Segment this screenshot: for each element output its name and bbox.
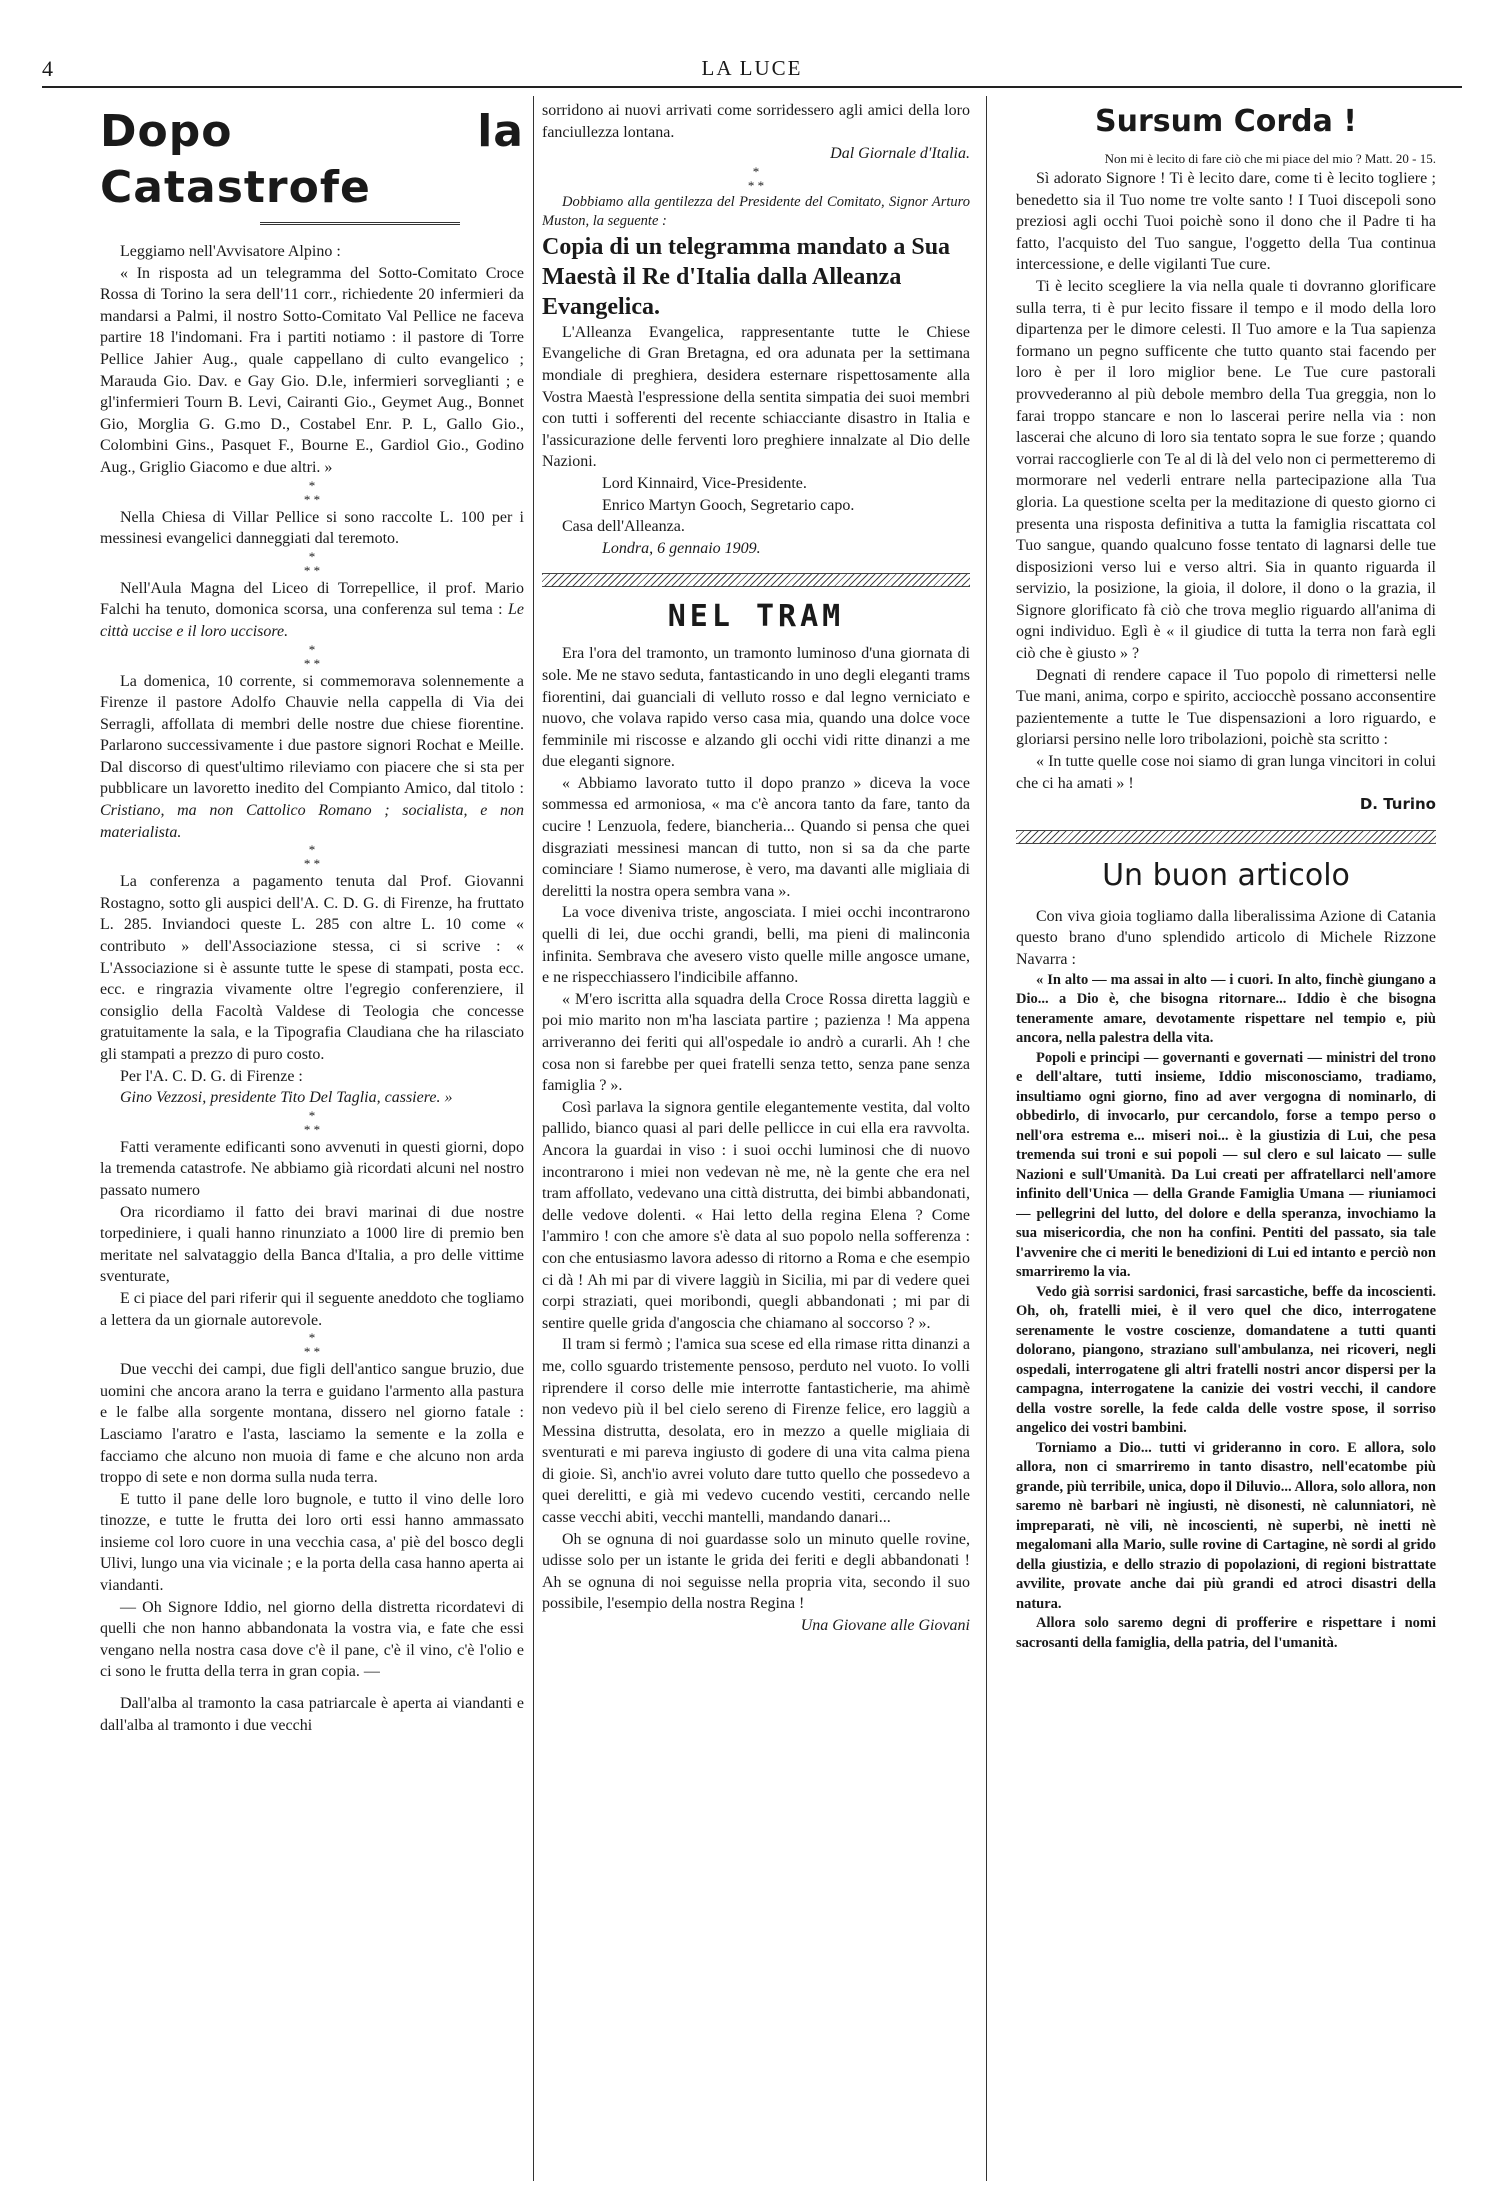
article-title: NEL TRAM	[667, 599, 845, 635]
paragraph	[100, 671, 524, 844]
paragraph: L'Alleanza Evangelica, rappresentante tutte le Chiese Evangeliche di Gran Bretagna, ed ora adunata per la settimana mondiale di preghiera, desidera esternare rispettosamente alla Vostra Maestà l'espressione della sentita simpatia dei suoi membri con tutti i sofferenti del recente schiacciante disastro in Italia e l'assicurazione delle ferventi loro preghiere innalzate al Dio delle Nazioni.	[542, 323, 970, 471]
section-separator: * * *	[303, 842, 321, 872]
date-line: Londra, 6 gennaio 1909.	[602, 539, 761, 557]
paragraph: Leggiamo nell'Avvisatore Alpino :	[120, 243, 341, 260]
paragraph: Dall'alba al tramonto la casa patriarcale è aperta ai viandanti e dall'alba al tramonto i due vecchi	[100, 1695, 524, 1734]
column-divider	[533, 96, 534, 2181]
paragraph: « In tutte quelle cose noi siamo di gran lunga vincitori in colui che ci ha amati » !	[1016, 753, 1436, 792]
paragraph: Fatti veramente edificanti sono avvenuti in questi giorni, dopo la tremenda catastrofe. Ne abbiamo già ricordati alcuni nel nostro passato numero	[100, 1138, 524, 1199]
column-right	[1016, 100, 1436, 2175]
paragraph: E ci piace del pari riferir qui il seguente aneddoto che togliamo a lettera da un giornale autorevole.	[100, 1289, 524, 1329]
paragraph: Così parlava la signora gentile elegantemente vestita, dal volto pallido, bianco quasi al pari delle pellicce in cui ella era ravvolta. Ancora la guardai in viso : i suoi occhi luminosi che di nuovo incontrarono i miei non vedevan nè me, nè la gente che era nel tram affollato, vedevano una città distrutta, dei bimbi abbandonati, delle vedove dolenti. « Hai letto della regina Elena ? Come l'ammiro ! con che amore s'è data al suo popolo nella sofferenza : con che entusiasmo lavora adesso di ritorno a Roma e che esempio ci dà ! Ah mi par di vivere laggiù in Sicilia, mi par di vedere quei corpi straziati, quei moribondi, quegli abbandonati ; mi par di sentire quelle grida d'angoscia che chiamano al soccorso ? ».	[542, 1098, 970, 1332]
page-header	[42, 50, 1462, 88]
paragraph: « Abbiamo lavorato tutto il dopo pranzo » diceva la voce sommessa ed armoniosa, « ma c'è ancora tanto da fare, tanto da cucire ! Lenzuola, federe, biancheria... Quando si pensa che quei disgraziati messinesi mancan di tutto, non si sa da che parte cominciare ! Siamo numerose, è vero, ma davanti alle migliaia di derelitti la nostra opera sembra vana ».	[542, 774, 970, 900]
paragraph	[100, 578, 524, 643]
paragraph: Vedo già sorrisi sardonici, frasi sarcastiche, beffe da incoscienti. Oh, oh, fratelli miei, è il vero quel che dico, interrogatene serenamente le vostre coscienze, domandatene a tutti quanti dolorano, piangono, straziano sull'ambulanza, nei ricoveri, negli ospedali, interrogatene gli altri fratelli nostri ancor dispersi per la campagna, interrogatene la canizie dei vostri vecchi, il candore della vostre sorelle, la fede calda delle vostre spose, il sorriso angelico dei vostri bambini.	[1016, 1283, 1436, 1437]
column-middle	[542, 100, 970, 2175]
signature: Enrico Martyn Gooch, Segretario capo.	[602, 496, 855, 514]
telegram-title: Copia di un telegramma mandato a Sua Maestà il Re d'Italia dalla Alleanza Evangelica.	[542, 233, 951, 320]
section-separator: * * *	[303, 1330, 321, 1360]
paragraph: Ora ricordiamo il fatto dei bravi marinai di due nostre torpediniere, i quali hanno rinunziato a 1000 lire di premio ben meritate nel salvataggio della Banca d'Italia, a pro delle vittime sventurate,	[100, 1203, 524, 1286]
source-credit: Dal Giornale d'Italia.	[830, 145, 970, 163]
paragraph: Era l'ora del tramonto, un tramonto luminoso d'una giornata di sole. Me ne stavo seduta, fantasticando in uno degli eleganti trams fiorentini, dai guanciali di velluto rosso e dal legno verniciato e nuovo, che volava rapido verso casa mia, quando una dolce voce femminile mi riscosse e alzando gli occhi vidi ritte dinanzi a me due eleganti signore.	[542, 645, 970, 771]
article-title: Un buon articolo	[1102, 857, 1350, 893]
column-left	[100, 100, 524, 2175]
paragraph: — Oh Signore Iddio, nel giorno della distretta ricordatevi di quelli che non hanno abbandonata la vostra via, e fate che essi vengano nella nostra casa dove c'è il pane, c'è il vino, c'è l'olio e ci sono le frutta della terra in gran copia. —	[100, 1598, 524, 1681]
paragraph: Due vecchi dei campi, due figli dell'antico sangue bruzio, due uomini che ancora arano la terra e guidano l'armento alla pastura e le falbe alla sorgente montana, dissero nel giorno fatale : Lasciamo l'aratro e l'asta, lasciamo la semente e la zolla e facciamo che alcuno non muoia di fame e che alcuno non arda troppo di sete e non dorma sulla nuda terra.	[100, 1361, 524, 1487]
column-divider	[986, 96, 987, 2181]
paragraph: Popoli e principi — governanti e governati — ministri del trono e dell'altare, tutti insieme, Iddio misconosciamo, tradiamo, insultiamo ogni giorno, fino ad aver vergogna di nominarlo, di obbedirlo, di invocarlo, pur cercandolo, forse a tempo perso o nell'ora estrema e... miseri noi... è la giustizia di Lui, che pesa tremenda sui troni e sui popoli — sul clero e sul laicato — sulle Nazioni e sull'Umanità. Da Lui creati per affratellarci nell'amore infinito dell'Unica — della Grande Famiglia Umana — riuniamoci — pellegrini del lutto, del dolore e della speranza, invochiamo la sua misericordia, che non ha confini. Pentiti del passato, sia tale l'avvenire che ci meriti le benedizioni di Lui ed intanto e perciò non smarriremo la via.	[1016, 1049, 1436, 1281]
paragraph: Il tram si fermò ; l'amica sua scese ed ella rimase ritta dinanzi a me, collo sguardo tristemente pensoso, perduto nel vuoto. Io volli riprendere il corso delle mie interrotte fantasticherie, ma ahimè non vedevo più il bel cielo sereno di Firenze felice, ero laggiù a Messina distrutta, desolata, ero in mezzo a quelle migliaia di sventurati e mi pareva ingiusto di godere di una vita calma piena di gioie. Sì, anch'io avrei voluto dare tutto quello che possedevo a quei derelitti, e già mi vedevo cucendo vestiti, cercando nelle casse vecchi abiti, vecchi mantelli, mandando danari...	[542, 1336, 970, 1527]
paragraph: Oh se ognuna di noi guardasse solo un minuto quelle rovine, udisse solo per un istante le grida dei feriti e degli abbandonati ! Ah se ognuna di noi seguisse nella propria vita, secondo il suo possibile, l'esempio della nostra Regina !	[542, 1530, 970, 1613]
paragraph: La conferenza a pagamento tenuta dal Prof. Giovanni Rostagno, sotto gli auspici dell'A. C. D. G. di Firenze, ha fruttato L. 285. Inviandoci queste L. 285 con altre L. 10 come « contributo » dell'Associazione stessa, ci si scrive : « L'Associazione si è assunte tutte le spese di stampati, posta ecc. ecc. e ringrazia vivamente oltre l'egregio conferenziere, il consiglio della Facoltà Valdese di Teologia che concesse gratuitamente la sala, e la Tipografia Claudiana che ha rilasciato gli stampati a prezzo di puro costo.	[100, 873, 524, 1063]
quoted-article	[1016, 971, 1436, 1654]
signature: Casa dell'Alleanza.	[562, 518, 685, 536]
paragraph: « In risposta ad un telegramma del Sotto-Comitato Croce Rossa di Torino la sera dell'11 corr., richiedente 20 infermieri da mandarsi a Palmi, il nostro Sotto-Comitato Val Pellice ne faceva partire 18 l'indomani. Fra i partiti notiamo : il pastore di Torre Pellice Jahier Aug., quale cappellano di culto evangelico ; Marauda Gio. Dav. e Gay Gio. D.le, infermieri sorveglianti ; e gl'infermieri Tourn B. Levi, Cairanti Gio., Geymet Aug., Bonnet Gio, Morglia G. G.mo D., Costabel Enr. P. L, Gallo Gio., Colombini Gins., Pasquet F., Bourne E., Gardiol Gio., Godino Aug., Griglio Giacomo e due altri. »	[100, 264, 524, 476]
masthead: LA LUCE	[701, 56, 803, 80]
paragraph: Dobbiamo alla gentilezza del Presidente del Comitato, Signor Arturo Muston, la seguente :	[542, 193, 970, 230]
paragraph: « In alto — ma assai in alto — i cuori. In alto, finchè giungano a Dio... a Dio è, che bisogna ritornare... Iddio è che bisogna teneramente amare, devotamente rispettare nel tempio e, più ancora, nella palestra della vita.	[1016, 971, 1436, 1047]
paragraph: Nella Chiesa di Villar Pellice si sono raccolte L. 100 per i messinesi evangelici danneggiati dal teremoto.	[100, 508, 524, 548]
paragraph: « M'ero iscritta alla squadra della Croce Rossa diretta laggiù e poi mio marito non m'ha lasciata partire ; pazienza ! Ma appena arriveranno dei feriti qui all'ospedale io andrò a curarli. Ah ! che cosa non si farebbe per quei fratelli senza tetto, senza pane senza famiglia ? ».	[542, 990, 970, 1095]
paragraph: E tutto il pane delle loro bugnole, e tutto il vino delle loro tinozze, e tutte le frutta dei loro orti essi hanno ammassato insieme col loro cuore in una vecchia casa, a' piè del bosco degli Ulivi, lungo una via vicinale ; e la porta della casa hanno aperta ai viandanti.	[100, 1490, 524, 1595]
italic-title: Cristiano, ma non Cattolico Romano ; socialista, e non materialista.	[100, 802, 524, 841]
title-underline	[260, 222, 460, 227]
italic-title: Le città uccise e il loro uccisore.	[100, 601, 524, 640]
paragraph: Allora solo saremo degni di profferire e rispettare i nomi sacrosanti della famiglia, della patria, del l'umanità.	[1016, 1615, 1436, 1651]
section-separator: * * *	[303, 548, 321, 578]
paragraph: La voce diveniva triste, angosciata. I miei occhi incontrarono quelli di lei, due occhi grandi, belli, ma pieni di malinconia infinita. Sembrava che avesero visto quelle mille angosce umane, e ne rispecchiassero l'indicibile affanno.	[542, 904, 970, 987]
paragraph: Sì adorato Signore ! Ti è lecito dare, come ti è lecito togliere ; benedetto sia il Tuo nome tre volte santo ! I Tuoi discepoli sono preziosi agli occhi Tuoi poichè sono il dono che il Padre ti ha fatto, l'acquisto del Tuo sangue, l'oggetto della Tua continua intercessione, e delle vigilanti Tue cure.	[1016, 170, 1436, 274]
section-separator: * * *	[303, 641, 321, 671]
paragraph: Con viva gioia togliamo dalla liberalissima Azione di Catania questo brano d'uno splendido articolo di Michele Rizzone Navarra :	[1016, 907, 1436, 968]
text-span: La domenica, 10 corrente, si commemorava solennemente a Firenze il pastore Adolfo Chauvie nella cappella di Via dei Serragli, affollata di membri delle nostre due chiese fiorentine. Parlarono successivamente i due pastore signori Rochat e Meille. Dal discorso di quest'ultimo rileviamo con piacere che si sta per pubblicare un lavoretto inedito del Compianto Amico, dal titolo :	[100, 672, 524, 798]
telegram-signatures	[542, 473, 970, 559]
paragraph: Gino Vezzosi, presidente Tito Del Taglia, cassiere. »	[120, 1089, 453, 1107]
paragraph: Degnati di rendere capace il Tuo popolo di rimettersi nelle Tue mani, anima, corpo e spirito, acciocchè possano acconsentire pazientemente a tutte le Tue dispensazioni a loro riguardo, e gloriarsi persino nelle loro tribolazioni, poichè sta scritto :	[1016, 666, 1436, 749]
article-signature: Una Giovane alle Giovani	[800, 1617, 970, 1635]
epigraph: Non mi è lecito di fare ciò che mi piace del mio ? Matt. 20 - 15.	[1104, 151, 1436, 166]
paragraph: Torniamo a Dio... tutti vi grideranno in coro. E allora, solo allora, non ci smarriremo in tanto disastro, nell'ecatombe più grande, più terribile, unica, dopo il Diluvio... Allora, solo allora, non saremo nè barbari nè ingiusti, nè disonesti, nè calunniatori, nè impreparati, nè vili, nè incoscienti, nè superbi, nè inetti nè megalomani alla Mario, sulle rovine di Cartagine, nè sordi al grido della giustizia, e dello strazio di popolazioni, di regioni bistrattate avvilite, provate anche dai più grandi ed atroci disastri della natura.	[1016, 1439, 1436, 1612]
decorative-rule	[542, 573, 970, 587]
section-separator: * * *	[303, 477, 321, 507]
section-separator: * * *	[747, 163, 765, 193]
paragraph: Ti è lecito scegliere la via nella quale ti dovranno glorificare sulla terra, ti è pur lecito fissare il tempo e il modo della loro dipartenza per le dimore celesti. Il Tuo amore e la Tua sapienza formano un pegno sufficente che tutto quanto stai facendo per loro è per il loro miglior bene. Le Tue cure pastorali provvederanno al più debole membro della Tua greggia, non lo farai troppo stancare e non lo lascerai perire nella via : non lascerai che alcuno di loro sia tentato sopra le sue forze ; quando vorrai raccoglierle con Te al di là del velo non ci permetteremo di mormorare nel vederli entrare nella partecipazione alla Tua gloria. La questione scelta per la meditazione di questo giorno ci presenta una risposta definitiva a tutta la famiglia riscattata col Tuo sangue, quando qualcuno fosse tentato di lagnarsi delle tue disposizioni verso lui e verso altri. Sia in quanto riguarda il servizio, la posizione, la gioia, il dolore, il dono o la grazia, il Signore glorificato fà ciò che trova meglio riguardo all'anima di ogni individuo. Eglì è « il giudice di tutta la terra non farà egli ciò che è giusto » ?	[1016, 277, 1436, 663]
article-title: Dopo la Catastrofe	[100, 106, 524, 213]
article-title: Sursum Corda !	[1095, 104, 1357, 139]
article-signature: D. Turino	[1359, 795, 1436, 814]
decorative-rule	[1016, 830, 1436, 844]
section-separator: * * *	[303, 1107, 321, 1137]
paragraph: Per l'A. C. D. G. di Firenze :	[120, 1067, 303, 1085]
signature: Lord Kinnaird, Vice-Presidente.	[602, 474, 807, 492]
paragraph: sorridono ai nuovi arrivati come sorridessero agli amici della loro fanciullezza lontana.	[542, 102, 970, 141]
page-number: 4	[42, 56, 53, 81]
text-span: Nell'Aula Magna del Liceo di Torrepellice, il prof. Mario Falchi ha tenuto, domonica scorsa, una conferenza sul tema :	[100, 579, 524, 619]
